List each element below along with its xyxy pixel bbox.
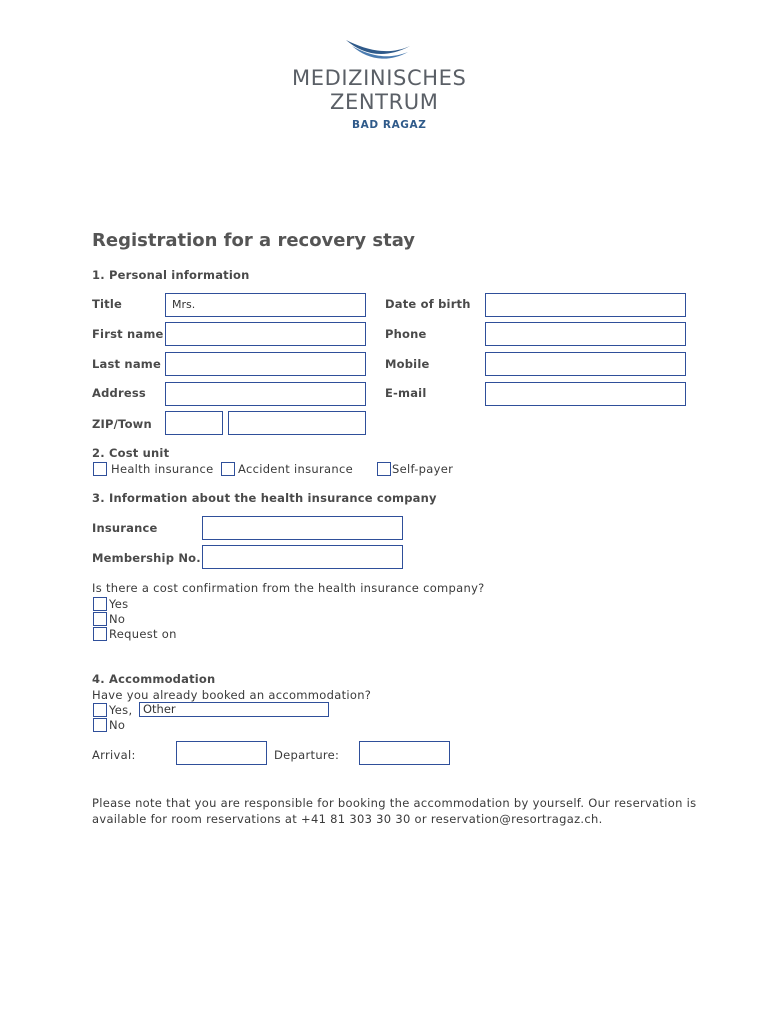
- wave-logo-icon: [344, 36, 412, 66]
- mobile-field[interactable]: [485, 352, 686, 376]
- address-label: Address: [92, 386, 146, 400]
- firstname-label: First name: [92, 327, 164, 341]
- section-cost-heading: 2. Cost unit: [92, 446, 170, 460]
- reservation-note-line-1: Please note that you are responsible for booking the accommodation by yourself. Our reservation is: [92, 796, 697, 810]
- section-personal-heading: 1. Personal information: [92, 268, 250, 282]
- zip-label: ZIP/Town: [92, 417, 152, 431]
- phone-field[interactable]: [485, 322, 686, 346]
- self-payer-label: Self-payer: [392, 462, 454, 476]
- address-field[interactable]: [165, 382, 366, 406]
- lastname-label: Last name: [92, 357, 161, 371]
- confirmation-no-checkbox[interactable]: [93, 612, 107, 626]
- confirmation-request-label: Request on: [109, 627, 177, 641]
- logo-subtitle: BAD RAGAZ: [352, 119, 427, 131]
- insurance-label: Insurance: [92, 521, 158, 535]
- accommodation-yes-checkbox[interactable]: [93, 703, 107, 717]
- accident-insurance-checkbox[interactable]: [221, 462, 235, 476]
- firstname-field[interactable]: [165, 322, 366, 346]
- email-field[interactable]: [485, 382, 686, 406]
- accommodation-no-checkbox[interactable]: [93, 718, 107, 732]
- health-insurance-checkbox[interactable]: [93, 462, 107, 476]
- lastname-field[interactable]: [165, 352, 366, 376]
- phone-label: Phone: [385, 327, 427, 341]
- confirmation-yes-label: Yes: [109, 597, 129, 611]
- title-label: Title: [92, 297, 123, 311]
- logo-line-1: MEDIZINISCHES: [292, 66, 467, 90]
- membership-field[interactable]: [202, 545, 403, 569]
- logo-line-2: ZENTRUM: [330, 90, 439, 114]
- dob-field[interactable]: [485, 293, 686, 317]
- departure-field[interactable]: [359, 741, 450, 765]
- accommodation-other-field[interactable]: Other: [139, 702, 329, 717]
- town-field[interactable]: [228, 411, 366, 435]
- accident-insurance-label: Accident insurance: [238, 462, 353, 476]
- health-insurance-label: Health insurance: [111, 462, 214, 476]
- email-label: E-mail: [385, 386, 427, 400]
- arrival-label: Arrival:: [92, 748, 136, 762]
- membership-label: Membership No.: [92, 551, 201, 565]
- reservation-note-line-2: available for room reservations at +41 81 303 30 30 or reservation@resortragaz.ch.: [92, 812, 603, 826]
- confirmation-no-label: No: [109, 612, 126, 626]
- accommodation-no-label: No: [109, 718, 126, 732]
- title-field[interactable]: Mrs.: [165, 293, 366, 317]
- section-accommodation-heading: 4. Accommodation: [92, 672, 216, 686]
- zip-field[interactable]: [165, 411, 223, 435]
- confirmation-yes-checkbox[interactable]: [93, 597, 107, 611]
- self-payer-checkbox[interactable]: [377, 462, 391, 476]
- dob-label: Date of birth: [385, 297, 471, 311]
- confirmation-request-checkbox[interactable]: [93, 627, 107, 641]
- mobile-label: Mobile: [385, 357, 430, 371]
- section-insurance-heading: 3. Information about the health insurance company: [92, 491, 437, 505]
- accommodation-yes-label: Yes,: [109, 703, 133, 717]
- cost-confirmation-question: Is there a cost confirmation from the health insurance company?: [92, 581, 485, 595]
- page-title: Registration for a recovery stay: [92, 230, 416, 251]
- insurance-field[interactable]: [202, 516, 403, 540]
- departure-label: Departure:: [274, 748, 340, 762]
- arrival-field[interactable]: [176, 741, 267, 765]
- accommodation-question: Have you already booked an accommodation?: [92, 688, 372, 702]
